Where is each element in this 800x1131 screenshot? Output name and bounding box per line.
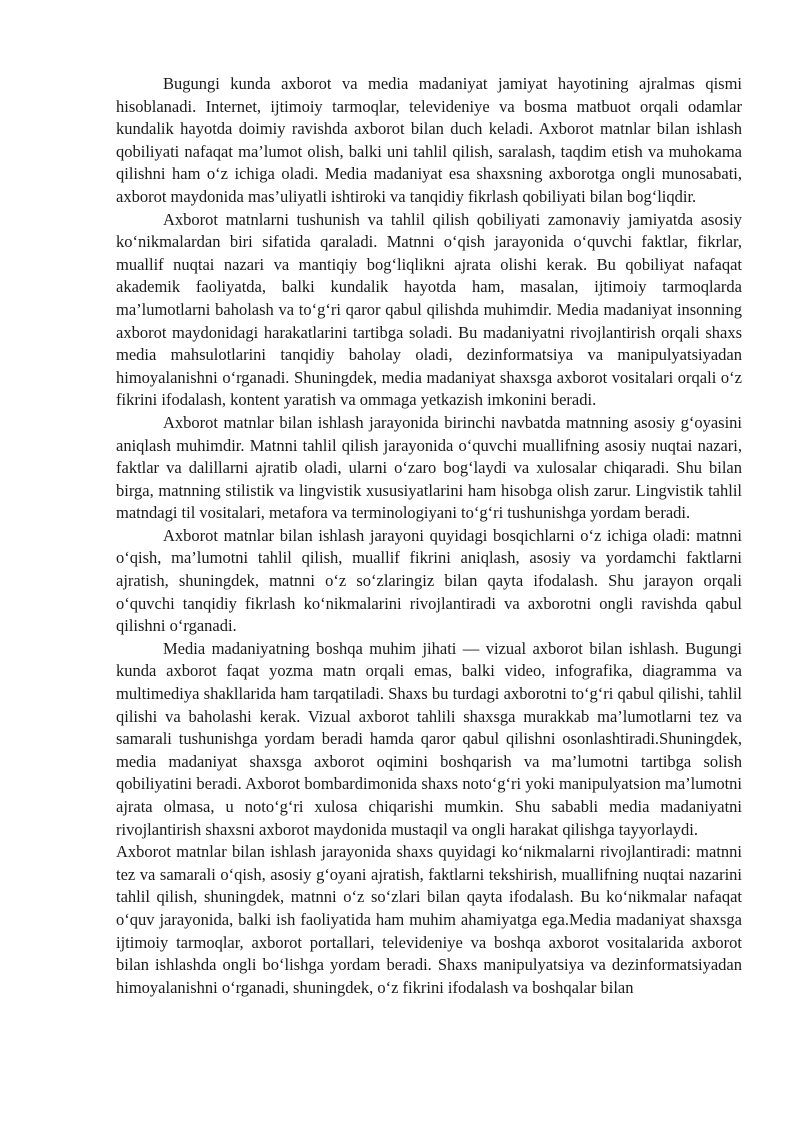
paragraph-work-stages: Axborot matnlar bilan ishlash jarayoni quyidagi bosqichlarni o‘z ichiga oladi: matnni o‘qish, ma’lumotni tahlil qilish, muallif fikrini aniqlash, asosiy va yordamchi faktlarni ajratish, shuningdek, matnni o‘z so‘zlaringiz bilan qayta ifodalash. Shu jarayon orqali o‘quvchi tanqidiy fikrlash ko‘nikmalarini rivojlantiradi va axborotni ongli ravishda qabul qilishni o‘rganadi. xyxy=(116,525,742,636)
paragraph-developed-skills: Axborot matnlar bilan ishlash jarayonida shaxs quyidagi ko‘nikmalarni rivojlantiradi: matnni tez va samarali o‘qish, asosiy g‘oyani ajratish, faktlarni tekshirish, muallifning nuqtai nazarini tahlil qilish, shuningdek, matnni o‘z so‘zlari bilan qayta ifodalash. Bu ko‘nikmalar nafaqat o‘quv jarayonida, balki ish faoliyatida ham muhim ahamiyatga ega.Media madaniyat shaxsga ijtimoiy tarmoqlar, axborot portallari, televideniye va boshqa axborot vositalarida axborot bilan ishlashda ongli bo‘lishga yordam beradi. Shaxs manipulyatsiya va dezinformatsiyadan himoyalanishni o‘rganadi, shuningdek, o‘z fikrini ifodalash va boshqalar bilan xyxy=(116,842,742,997)
paragraph-main-idea: Axborot matnlar bilan ishlash jarayonida birinchi navbatda matnning asosiy g‘oyasini aniqlash muhimdir. Matnni tahlil qilish jarayonida o‘quvchi muallifning asosiy nuqtai nazari, faktlar va dalillarni ajratib oladi, ularni o‘zaro bog‘laydi va xulosalar chiqaradi. Shu bilan birga, matnning stilistik va lingvistik xususiyatlarini ham hisobga olish zarur. Lingvistik tahlil matndagi til vositalari, metafora va terminologiyani to‘g‘ri tushunishga yordam beradi. xyxy=(116,412,742,523)
document-page xyxy=(116,73,742,999)
paragraph-visual-information: Media madaniyatning boshqa muhim jihati — vizual axborot bilan ishlash. Bugungi kunda axborot faqat yozma matn orqali emas, balki video, infografika, diagramma va multimediya shakllarida ham tarqatiladi. Shaxs bu turdagi axborotni to‘g‘ri qabul qilishi, tahlil qilishi va baholashi kerak. Vizual axborot tahlili shaxsga murakkab ma’lumotlarni tez va samarali tushunishga yordam beradi hamda qaror qabul qilishni osonlashtiradi.Shuningdek, media madaniyat shaxsga axborot oqimini boshqarish va ma’lumotni tartibga solish qobiliyatini beradi. Axborot bombardimonida shaxs noto‘g‘ri yoki manipulyatsion ma’lumotni ajrata olmasa, u noto‘g‘ri xulosa chiqarishi mumkin. Shu sababli media madaniyatni rivojlantirish shaxsni axborot maydonida mustaqil va ongli harakat qilishga tayyorlaydi. xyxy=(116,638,742,839)
paragraph-text-analysis-skills: Axborot matnlarni tushunish va tahlil qilish qobiliyati zamonaviy jamiyatda asosiy ko‘nikmalardan biri sifatida qaraladi. Matnni o‘qish jarayonida o‘quvchi faktlar, fikrlar, muallif nuqtai nazari va mantiqiy bog‘liqlikni ajrata olishi kerak. Bu qobiliyat nafaqat akademik faoliyatda, balki kundalik hayotda ham, masalan, ijtimoiy tarmoqlarda ma’lumotlarni baholash va to‘g‘ri qaror qabul qilishda muhimdir. Media madaniyat insonning axborot maydonidagi harakatlarini tartibga soladi. Bu madaniyatni rivojlantirish orqali shaxs media mahsulotlarini tanqidiy baholay oladi, dezinformatsiya va manipulyatsiyadan himoyalanishni o‘rganadi. Shuningdek, media madaniyat shaxsga axborot vositalari orqali o‘z fikrini ifodalash, kontent yaratish va ommaga yetkazish imkonini beradi. xyxy=(116,209,742,410)
paragraph-media-culture-intro: Bugungi kunda axborot va media madaniyat jamiyat hayotining ajralmas qismi hisoblanadi. Internet, ijtimoiy tarmoqlar, televideniye va bosma matbuot orqali odamlar kundalik hayotda doimiy ravishda axborot bilan duch keladi. Axborot matnlar bilan ishlash qobiliyati nafaqat ma’lumot olish, balki uni tahlil qilish, saralash, taqdim etish va muhokama qilishni ham o‘z ichiga oladi. Media madaniyat esa shaxsning axborotga ongli munosabati, axborot maydonida mas’uliyatli ishtiroki va tanqidiy fikrlash qobiliyati bilan bog‘liqdir. xyxy=(116,74,742,206)
